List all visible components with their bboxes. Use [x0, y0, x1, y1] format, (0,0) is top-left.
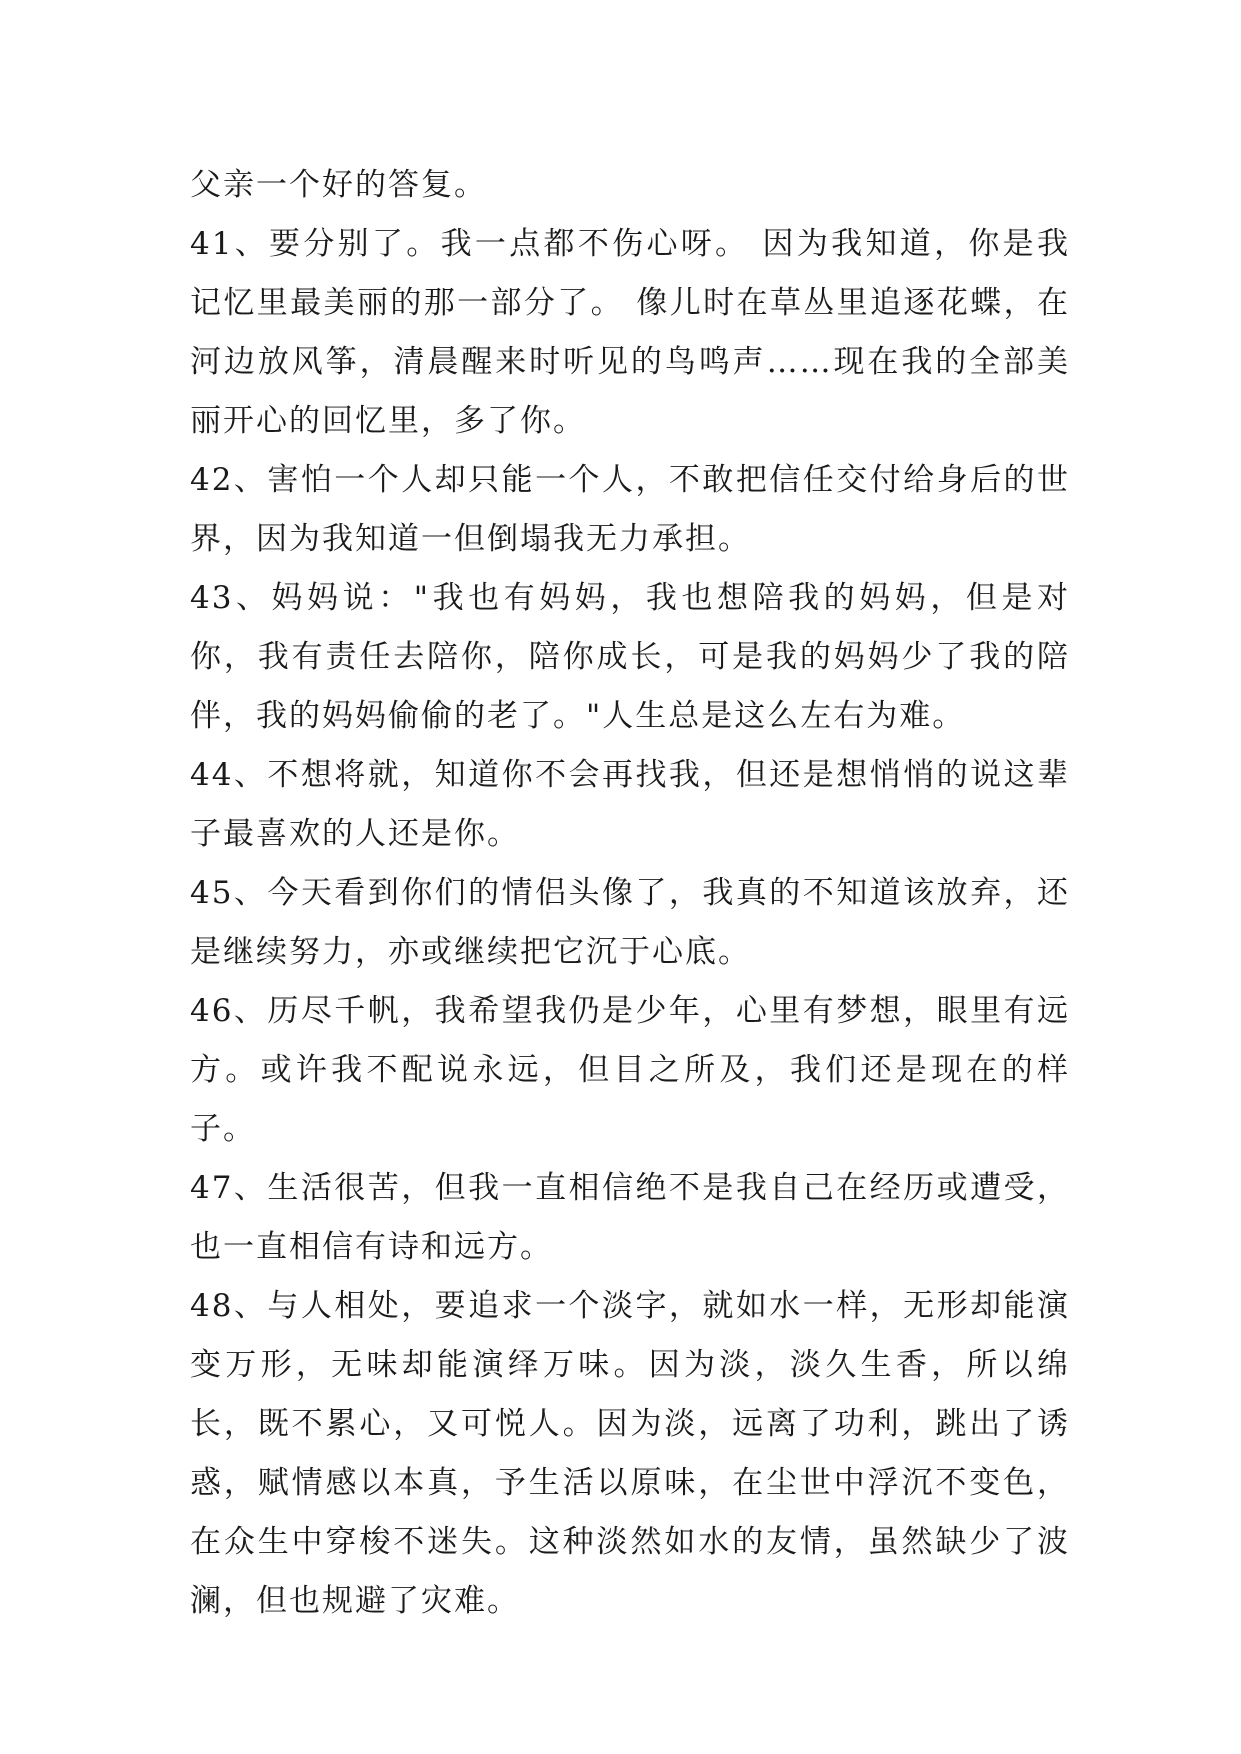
paragraph-42: 42、害怕一个人却只能一个人，不敢把信任交付给身后的世界，因为我知道一但倒塌我无力承担。 [190, 462, 1070, 557]
paragraph-45: 45、今天看到你们的情侣头像了，我真的不知道该放弃，还是继续努力，亦或继续把它沉于心底。 [190, 875, 1070, 970]
paragraph-43: 43、妈妈说："我也有妈妈，我也想陪我的妈妈，但是对你，我有责任去陪你，陪你成长，可是我的妈妈少了我的陪伴，我的妈妈偷偷的老了。"人生总是这么左右为难。 [190, 580, 1070, 734]
paragraph-41: 41、要分别了。我一点都不伤心呀。 因为我知道，你是我记忆里最美丽的那一部分了。 像儿时在草丛里追逐花蝶，在河边放风筝，清晨醒来时听见的鸟鸣声……现在我的全部美丽开心的回忆里，多了你。 [190, 226, 1070, 439]
body-text [190, 156, 1070, 1631]
paragraph-48: 48、与人相处，要追求一个淡字，就如水一样，无形却能演变万形，无味却能演绎万味。因为淡，淡久生香，所以绵长，既不累心，又可悦人。因为淡，远离了功利，跳出了诱惑，赋情感以本真，予生活以原味，在尘世中浮沉不变色，在众生中穿梭不迷失。这种淡然如水的友情，虽然缺少了波澜，但也规避了灾难。 [190, 1288, 1070, 1619]
paragraph-continuation: 父亲一个好的答复。 [190, 167, 487, 203]
paragraph-46: 46、历尽千帆，我希望我仍是少年，心里有梦想，眼里有远方。或许我不配说永远，但目之所及，我们还是现在的样子。 [190, 993, 1070, 1147]
paragraph-47: 47、生活很苦，但我一直相信绝不是我自己在经历或遭受，也一直相信有诗和远方。 [190, 1170, 1070, 1265]
paragraph-44: 44、不想将就，知道你不会再找我，但还是想悄悄的说这辈子最喜欢的人还是你。 [190, 757, 1070, 852]
